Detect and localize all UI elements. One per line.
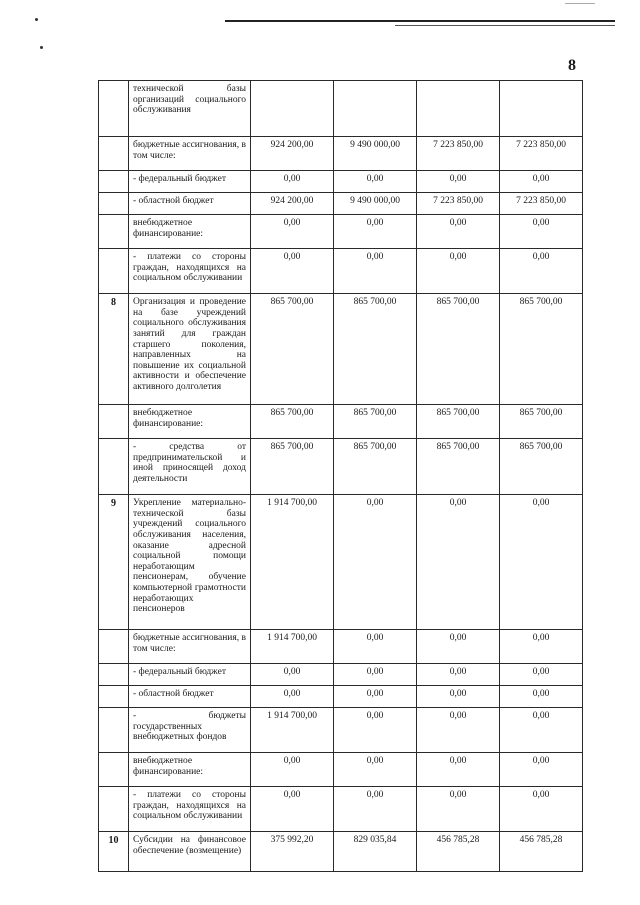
amount-year-2: 865 700,00	[334, 439, 417, 495]
amount-year-4: 865 700,00	[500, 405, 583, 439]
row-description: - областной бюджет	[129, 193, 251, 215]
row-description: - платежи со стороны граждан, находящихся на социальном обслуживании	[129, 787, 251, 832]
amount-year-1: 0,00	[251, 787, 334, 832]
amount-year-1: 865 700,00	[251, 294, 334, 405]
row-number	[99, 708, 129, 753]
amount-year-1: 1 914 700,00	[251, 630, 334, 664]
row-number	[99, 137, 129, 171]
row-number: 9	[99, 495, 129, 630]
amount-year-4: 0,00	[500, 686, 583, 708]
amount-year-4: 456 785,28	[500, 832, 583, 872]
row-description: Организация и проведение на базе учреждений социального обслуживания занятий для граждан старшего поколения, направленных на повышение их социальной активности и обеспечение активного долголетия	[129, 294, 251, 405]
row-number	[99, 249, 129, 294]
row-number	[99, 193, 129, 215]
row-description: - областной бюджет	[129, 686, 251, 708]
amount-year-4: 0,00	[500, 630, 583, 664]
amount-year-1: 0,00	[251, 686, 334, 708]
table-row	[99, 439, 583, 495]
amount-year-1: 924 200,00	[251, 193, 334, 215]
amount-year-4: 865 700,00	[500, 294, 583, 405]
header-rule	[225, 20, 615, 22]
amount-year-2: 865 700,00	[334, 405, 417, 439]
amount-year-4: 7 223 850,00	[500, 137, 583, 171]
scan-speck	[40, 46, 43, 49]
amount-year-2: 0,00	[334, 495, 417, 630]
amount-year-3: 0,00	[417, 171, 500, 193]
amount-year-1: 0,00	[251, 753, 334, 787]
table-row	[99, 405, 583, 439]
amount-year-3: 0,00	[417, 708, 500, 753]
row-number	[99, 171, 129, 193]
amount-year-2	[334, 81, 417, 137]
amount-year-4: 0,00	[500, 249, 583, 294]
amount-year-3: 865 700,00	[417, 294, 500, 405]
amount-year-4: 0,00	[500, 171, 583, 193]
amount-year-2: 0,00	[334, 215, 417, 249]
row-description: - федеральный бюджет	[129, 664, 251, 686]
row-description: - федеральный бюджет	[129, 171, 251, 193]
row-number	[99, 405, 129, 439]
amount-year-1: 0,00	[251, 249, 334, 294]
row-number	[99, 215, 129, 249]
row-number	[99, 439, 129, 495]
amount-year-4: 0,00	[500, 753, 583, 787]
table-row	[99, 193, 583, 215]
amount-year-2: 865 700,00	[334, 294, 417, 405]
amount-year-3: 456 785,28	[417, 832, 500, 872]
table-row	[99, 495, 583, 630]
amount-year-3: 7 223 850,00	[417, 193, 500, 215]
amount-year-1: 1 914 700,00	[251, 708, 334, 753]
table-row	[99, 832, 583, 872]
amount-year-4: 0,00	[500, 787, 583, 832]
row-number: 10	[99, 832, 129, 872]
amount-year-3: 865 700,00	[417, 439, 500, 495]
amount-year-3: 0,00	[417, 215, 500, 249]
amount-year-2: 0,00	[334, 249, 417, 294]
amount-year-1: 0,00	[251, 171, 334, 193]
table-row	[99, 630, 583, 664]
amount-year-2: 0,00	[334, 171, 417, 193]
amount-year-3: 0,00	[417, 630, 500, 664]
budget-table	[98, 80, 583, 872]
row-description: внебюджетное финансирование:	[129, 405, 251, 439]
amount-year-4: 0,00	[500, 708, 583, 753]
table-row	[99, 787, 583, 832]
table-row	[99, 664, 583, 686]
table-row	[99, 137, 583, 171]
amount-year-3: 0,00	[417, 495, 500, 630]
amount-year-1: 375 992,20	[251, 832, 334, 872]
row-description: - платежи со стороны граждан, находящихся на социальном обслуживании	[129, 249, 251, 294]
table-row	[99, 249, 583, 294]
scan-speck	[35, 18, 38, 21]
amount-year-1: 865 700,00	[251, 405, 334, 439]
table-row	[99, 686, 583, 708]
header-rule-thin	[395, 25, 615, 26]
amount-year-3	[417, 81, 500, 137]
table-row	[99, 294, 583, 405]
row-number	[99, 753, 129, 787]
row-description: - бюджеты государственных внебюджетных фондов	[129, 708, 251, 753]
amount-year-1: 0,00	[251, 215, 334, 249]
amount-year-2: 0,00	[334, 630, 417, 664]
row-number: 8	[99, 294, 129, 405]
table-row	[99, 753, 583, 787]
amount-year-2: 0,00	[334, 753, 417, 787]
amount-year-1: 924 200,00	[251, 137, 334, 171]
amount-year-2: 0,00	[334, 708, 417, 753]
row-number	[99, 686, 129, 708]
amount-year-4	[500, 81, 583, 137]
row-number	[99, 630, 129, 664]
amount-year-1: 1 914 700,00	[251, 495, 334, 630]
table-row	[99, 171, 583, 193]
row-description: - средства от предпринимательской и иной приносящей доход деятельности	[129, 439, 251, 495]
row-description: бюджетные ассигнования, в том числе:	[129, 630, 251, 664]
amount-year-4: 0,00	[500, 215, 583, 249]
row-description: технической базы организаций социального обслуживания	[129, 81, 251, 137]
table-row	[99, 215, 583, 249]
amount-year-4: 7 223 850,00	[500, 193, 583, 215]
amount-year-2: 0,00	[334, 686, 417, 708]
amount-year-2: 0,00	[334, 664, 417, 686]
amount-year-3: 0,00	[417, 753, 500, 787]
page-number: 8	[568, 57, 576, 74]
amount-year-2: 9 490 000,00	[334, 193, 417, 215]
amount-year-2: 0,00	[334, 787, 417, 832]
amount-year-2: 829 035,84	[334, 832, 417, 872]
row-description: внебюджетное финансирование:	[129, 753, 251, 787]
row-number	[99, 787, 129, 832]
row-description: внебюджетное финансирование:	[129, 215, 251, 249]
amount-year-2: 9 490 000,00	[334, 137, 417, 171]
row-number	[99, 81, 129, 137]
amount-year-4: 865 700,00	[500, 439, 583, 495]
amount-year-3: 7 223 850,00	[417, 137, 500, 171]
amount-year-3: 865 700,00	[417, 405, 500, 439]
amount-year-1	[251, 81, 334, 137]
row-description: Субсидии на финансовое обеспечение (возмещение)	[129, 832, 251, 872]
amount-year-1: 0,00	[251, 664, 334, 686]
top-edge-mark	[565, 3, 595, 4]
amount-year-3: 0,00	[417, 664, 500, 686]
row-description: Укрепление материально-технической базы учреждений социального обслуживания населения, оказание адресной социальной помощи неработающим пенсионерам, обучение компьютерной грамотности неработающих пенсионеров	[129, 495, 251, 630]
amount-year-4: 0,00	[500, 495, 583, 630]
row-number	[99, 664, 129, 686]
table-row	[99, 708, 583, 753]
table-row	[99, 81, 583, 137]
amount-year-3: 0,00	[417, 249, 500, 294]
amount-year-3: 0,00	[417, 686, 500, 708]
row-description: бюджетные ассигнования, в том числе:	[129, 137, 251, 171]
amount-year-3: 0,00	[417, 787, 500, 832]
amount-year-4: 0,00	[500, 664, 583, 686]
amount-year-1: 865 700,00	[251, 439, 334, 495]
